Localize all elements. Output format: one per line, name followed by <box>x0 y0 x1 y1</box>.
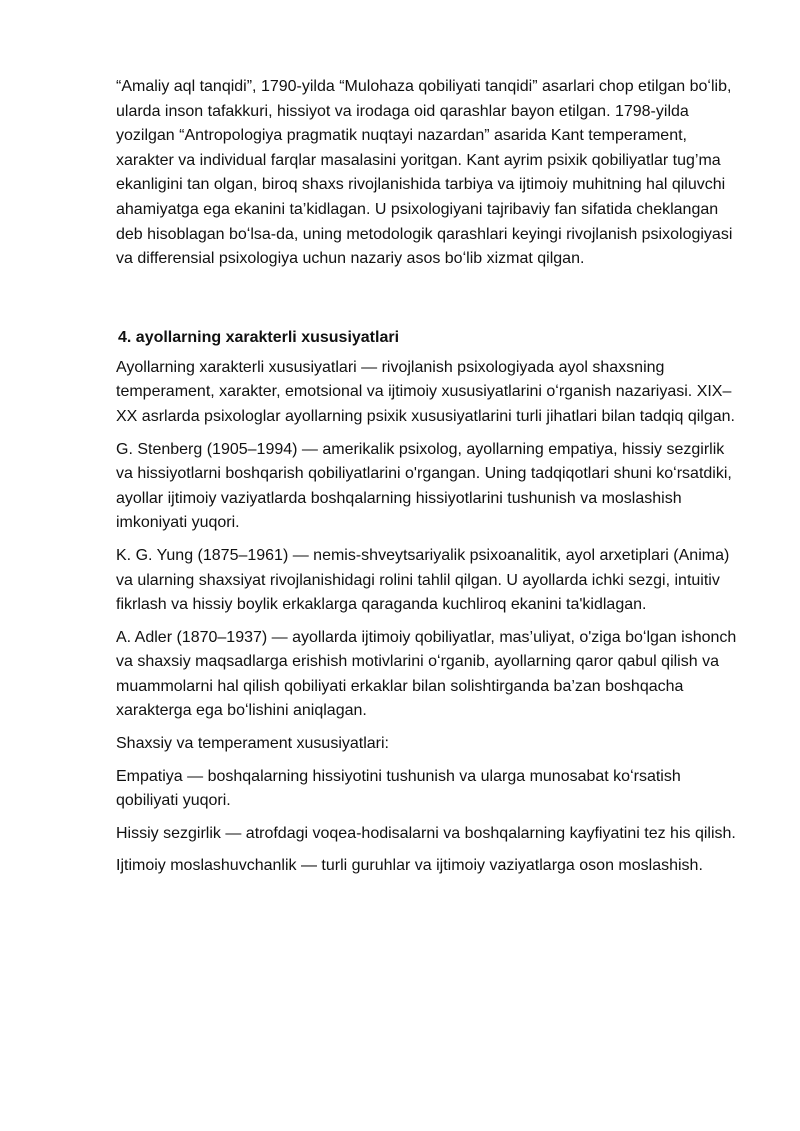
traits-heading: Shaxsiy va temperament xususiyatlari: <box>116 735 389 753</box>
yung-paragraph: K. G. Yung (1875–1961) — nemis-shveytsariyalik psixoanalitik, ayol arxetiplari (Anima) va ularning shaxsiyat rivojlanishidagi rolini tahlil qilgan. U ayollarda ichki sezgi, intuitiv fikrlash va hissiy boylik erkaklarga qaraganda kuchliroq ekanini ta'kidlagan. <box>116 546 730 614</box>
section-heading: 4. ayollarning xarakterli xususiyatlari <box>118 328 400 346</box>
section-intro-paragraph: Ayollarning xarakterli xususiyatlari — rivojlanish psixologiyada ayol shaxsning temperament, xarakter, emotsional va ijtimoiy xususiyatlarini oʻrganish nazariyasi. XIX–XX asrlarda psixologlar ayollarning psixik xususiyatlarini turli jihatlari bilan tadqiq qilgan. <box>116 358 735 425</box>
intro-paragraph: “Amaliy aql tanqidi”, 1790-yilda “Mulohaza qobiliyati tanqidi” asarlari chop etilgan boʻlib, ularda inson tafakkuri, hissiyot va irodaga oid qarashlar bayon etilgan. 1798-yilda yozilgan “Antropologiya pragmatik nuqtayi nazardan” asarida Kant temperament, xarakter va individual farqlar masalasini yoritgan. Kant ayrim psixik qobiliyatlar tug’ma ekanligini tan olgan, biroq shaxs rivojlanishida tarbiya va ijtimoiy muhitning hal qiluvchi ahamiyatga ega ekanini ta’kidlagan. U psixologiyani tajribaviy fan sifatida cheklangan deb hisoblagan boʻlsa-da, uning metodologik qarashlari keyingi rivojlanish psixologiyasi va differensial psixologiya uchun nazariy asos boʻlib xizmat qilgan. <box>116 78 733 268</box>
adaptability-paragraph: Ijtimoiy moslashuvchanlik — turli guruhlar va ijtimoiy vaziyatlarga oson moslashish. <box>116 857 703 875</box>
empathy-paragraph: Empatiya — boshqalarning hissiyotini tushunish va ularga munosabat koʻrsatish qobiliyati yuqori. <box>116 767 681 810</box>
stenberg-paragraph: G. Stenberg (1905–1994) — amerikalik psixolog, ayollarning empatiya, hissiy sezgirlik va hissiyotlarni boshqarish qobiliyatlarini o'rgangan. Uning tadqiqotlari shuni koʻrsatdiki, ayollar ijtimoiy vaziyatlarda boshqalarning hissiyotlarini tushunish va moslashish imkoniyati yuqori. <box>116 440 732 532</box>
adler-paragraph: A. Adler (1870–1937) — ayollarda ijtimoiy qobiliyatlar, mas’uliyat, o'ziga boʻlgan ishonch va shaxsiy maqsadlarga erishish motivlarini oʻrganib, ayollarning qaror qabul qilish va muammolarni hal qilish qobiliyati erkaklar bilan solishtirganda ba’zan boshqacha xarakterga ega boʻlishini aniqlagan. <box>116 628 737 720</box>
sensitivity-paragraph: Hissiy sezgirlik — atrofdagi voqea-hodisalarni va boshqalarning kayfiyatini tez his qilish. <box>116 824 736 842</box>
